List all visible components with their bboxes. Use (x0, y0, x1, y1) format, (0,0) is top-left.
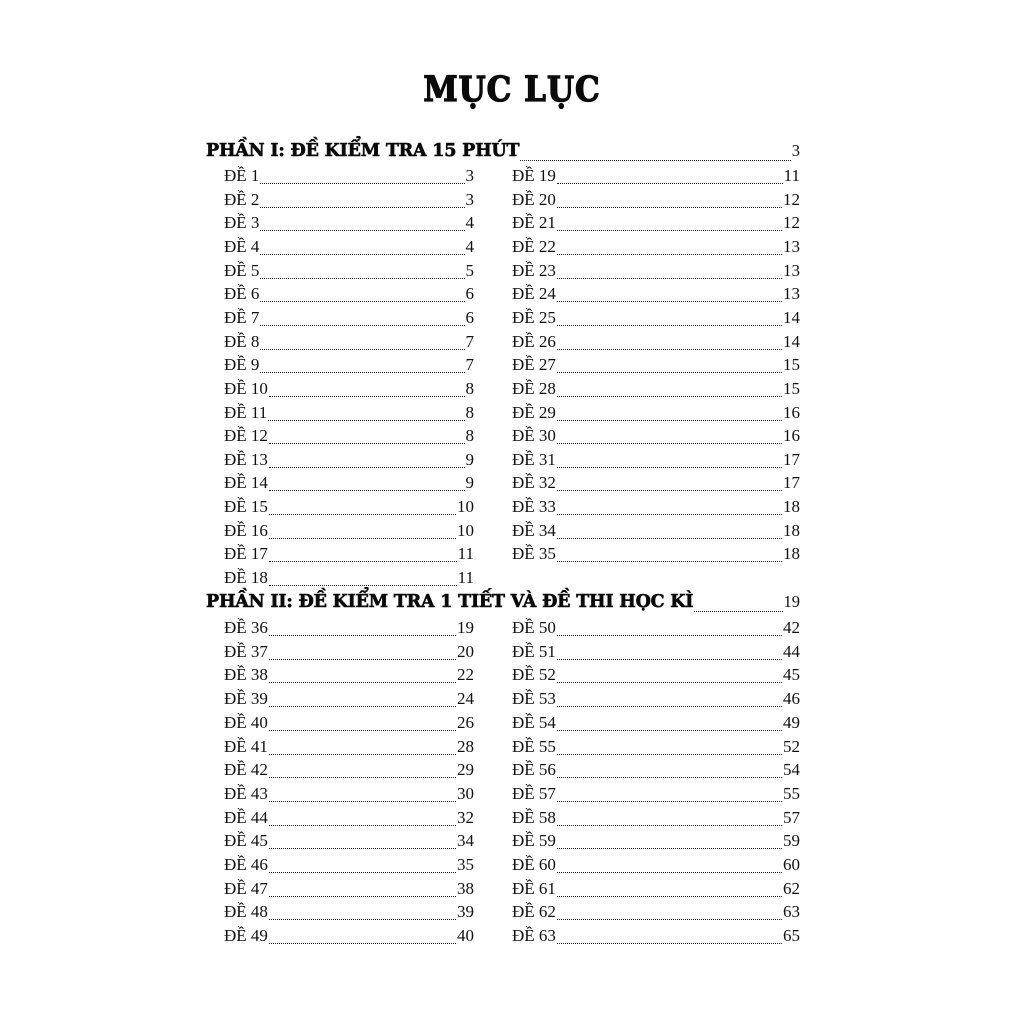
toc-entry[interactable] (512, 190, 800, 212)
toc-entry-page-number: 16 (783, 402, 800, 422)
toc-entry[interactable] (224, 926, 474, 948)
toc-entry-page-number: 8 (465, 402, 474, 422)
dot-leader (269, 658, 456, 660)
toc-entry-label: ĐỀ 35 (512, 544, 556, 564)
toc-entry[interactable] (512, 665, 800, 687)
toc-entry-label: ĐỀ 14 (224, 473, 268, 493)
toc-entry-page-number: 14 (783, 331, 800, 351)
toc-entry-label: ĐỀ 39 (224, 689, 268, 709)
toc-entry[interactable] (224, 831, 474, 853)
dot-leader (557, 348, 782, 350)
toc-entry-page-number: 52 (783, 736, 800, 756)
toc-entry-label: ĐỀ 13 (224, 449, 268, 469)
dot-leader (557, 324, 782, 326)
toc-entry[interactable] (512, 737, 800, 759)
toc-entry-label: ĐỀ 11 (224, 402, 268, 422)
toc-entry[interactable] (512, 450, 800, 472)
dot-leader (557, 371, 782, 373)
toc-entry-page-number: 13 (783, 260, 800, 280)
toc-entry[interactable] (224, 689, 474, 711)
toc-entry-page-number: 38 (457, 878, 474, 898)
dot-leader (269, 942, 456, 944)
dot-leader (557, 634, 782, 636)
toc-entry-label: ĐỀ 30 (512, 426, 556, 446)
toc-entry[interactable] (512, 642, 800, 664)
toc-entry-page-number: 3 (465, 166, 474, 185)
toc-entry-label: ĐỀ 53 (512, 689, 556, 709)
toc-entry-label: ĐỀ 61 (512, 878, 556, 898)
dot-leader (557, 300, 782, 302)
toc-entry-label: ĐỀ 37 (224, 641, 268, 661)
toc-entry[interactable] (224, 213, 474, 235)
toc-entry-page-number: 4 (465, 213, 474, 233)
dot-leader (557, 253, 782, 255)
dot-leader (269, 847, 456, 849)
dot-leader (269, 584, 457, 586)
toc-entry-page-number: 29 (457, 760, 474, 780)
toc-entry[interactable] (512, 713, 800, 735)
dot-leader (557, 729, 782, 731)
toc-entry-label: ĐỀ 44 (224, 807, 268, 827)
toc-entry-label: ĐỀ 16 (224, 520, 268, 540)
toc-entry[interactable] (512, 879, 800, 901)
dot-leader (557, 824, 782, 826)
toc-entry-label: ĐỀ 36 (224, 618, 268, 637)
toc-entry-label: ĐỀ 33 (512, 497, 556, 517)
toc-entry[interactable] (224, 879, 474, 901)
dot-leader (557, 229, 782, 231)
toc-entry-page-number: 55 (783, 783, 800, 803)
toc-entry-label: ĐỀ 12 (224, 426, 268, 446)
toc-entry[interactable] (512, 618, 800, 640)
toc-entry-page-number: 17 (783, 449, 800, 469)
toc-entry-page-number: 7 (465, 331, 474, 351)
toc-entry-page-number: 12 (783, 189, 800, 209)
toc-entry[interactable] (224, 332, 474, 354)
toc-entry[interactable] (512, 403, 800, 425)
toc-entry-label: ĐỀ 60 (512, 855, 556, 874)
dot-leader (557, 658, 782, 660)
toc-entry-label: ĐỀ 22 (512, 236, 556, 256)
part-2-heading[interactable] (206, 592, 800, 616)
toc-entry-label: ĐỀ 19 (512, 166, 556, 185)
toc-entry-page-number: 34 (457, 831, 474, 851)
toc-entry-label: ĐỀ 28 (512, 378, 556, 398)
part-1-page-number: 3 (791, 141, 800, 160)
toc-entry[interactable] (224, 737, 474, 759)
toc-entry-label: ĐỀ 4 (224, 236, 260, 256)
toc-entry[interactable] (224, 568, 474, 590)
dot-leader (557, 277, 782, 279)
dot-leader (557, 489, 782, 491)
toc-entry[interactable] (224, 497, 474, 519)
dot-leader (269, 395, 465, 397)
toc-entry-label: ĐỀ 46 (224, 855, 268, 874)
toc-entry-page-number: 65 (783, 926, 800, 946)
toc-entry[interactable] (224, 237, 474, 259)
toc-entry[interactable] (224, 190, 474, 212)
dot-leader (557, 753, 782, 755)
toc-entry-page-number: 59 (783, 831, 800, 851)
dot-leader (557, 776, 782, 778)
toc-entry-page-number: 42 (783, 618, 800, 637)
toc-entry[interactable] (224, 284, 474, 306)
dot-leader (260, 206, 464, 208)
toc-entry[interactable] (224, 713, 474, 735)
toc-entry-label: ĐỀ 25 (512, 307, 556, 327)
toc-entry-label: ĐỀ 20 (512, 189, 556, 209)
toc-entry[interactable] (224, 355, 474, 377)
toc-entry[interactable] (224, 855, 474, 877)
toc-entry[interactable] (224, 521, 474, 543)
toc-entry-label: ĐỀ 31 (512, 449, 556, 469)
toc-entry-page-number: 3 (465, 189, 474, 209)
toc-entry-label: ĐỀ 54 (512, 712, 556, 732)
toc-entry-label: ĐỀ 51 (512, 641, 556, 661)
toc-entry-page-number: 54 (783, 760, 800, 780)
toc-entry-label: ĐỀ 63 (512, 926, 556, 946)
dot-leader (269, 634, 456, 636)
toc-entry[interactable] (512, 544, 800, 566)
dot-leader (269, 918, 456, 920)
toc-entry-label: ĐỀ 45 (224, 831, 268, 851)
toc-entry-label: ĐỀ 18 (224, 568, 268, 588)
toc-entry-label: ĐỀ 15 (224, 497, 268, 517)
toc-entry-page-number: 19 (457, 618, 474, 637)
dot-leader (557, 871, 782, 873)
toc-entry-page-number: 11 (457, 544, 474, 564)
toc-entry-label: ĐỀ 40 (224, 712, 268, 732)
toc-entry-label: ĐỀ 17 (224, 544, 268, 564)
dot-leader (557, 537, 782, 539)
toc-entry-page-number: 18 (783, 544, 800, 564)
toc-entry-label: ĐỀ 27 (512, 355, 556, 375)
toc-entry-page-number: 35 (457, 855, 474, 874)
part-1-heading-label: PHẦN I: ĐỀ KIỂM TRA 15 PHÚT (206, 141, 520, 161)
toc-entry-label: ĐỀ 29 (512, 402, 556, 422)
dot-leader (557, 681, 782, 683)
toc-entry-page-number: 14 (783, 307, 800, 327)
toc-entry[interactable] (512, 308, 800, 330)
dot-leader (260, 348, 464, 350)
toc-entry-page-number: 17 (783, 473, 800, 493)
toc-entry-page-number: 57 (783, 807, 800, 827)
toc-entry-label: ĐỀ 57 (512, 783, 556, 803)
toc-entry[interactable] (512, 332, 800, 354)
dot-leader (557, 918, 782, 920)
toc-entry-page-number: 13 (783, 284, 800, 304)
dot-leader (269, 895, 456, 897)
dot-leader (269, 705, 456, 707)
toc-entry-page-number: 26 (457, 712, 474, 732)
dot-leader (268, 419, 464, 421)
toc-entry-label: ĐỀ 9 (224, 355, 260, 375)
toc-entry[interactable] (512, 689, 800, 711)
dot-leader (557, 182, 783, 184)
dot-leader (557, 466, 782, 468)
toc-entry-label: ĐỀ 47 (224, 878, 268, 898)
toc-entry[interactable] (512, 784, 800, 806)
dot-leader (260, 182, 464, 184)
toc-entry-page-number: 63 (783, 902, 800, 922)
toc-entry-page-number: 7 (465, 355, 474, 375)
dot-leader (557, 560, 782, 562)
toc-entry-page-number: 40 (457, 926, 474, 946)
toc-entry[interactable] (224, 379, 474, 401)
dot-leader (557, 442, 782, 444)
dot-leader (260, 324, 464, 326)
toc-entry-label: ĐỀ 1 (224, 166, 260, 185)
toc-entry-page-number: 15 (783, 355, 800, 375)
toc-entry-page-number: 44 (783, 641, 800, 661)
dot-leader (260, 253, 464, 255)
dot-leader (557, 395, 782, 397)
toc-entry-page-number: 15 (783, 378, 800, 398)
toc-entry-label: ĐỀ 50 (512, 618, 556, 637)
part-2-heading-label: PHẦN II: ĐỀ KIỂM TRA 1 TIẾT VÀ ĐỀ THI HỌC KÌ (206, 592, 694, 612)
dot-leader (260, 229, 464, 231)
toc-entry[interactable] (512, 261, 800, 283)
dot-leader (269, 871, 456, 873)
toc-entry[interactable] (512, 426, 800, 448)
toc-entry[interactable] (512, 855, 800, 877)
toc-entry-page-number: 13 (783, 236, 800, 256)
toc-entry-label: ĐỀ 55 (512, 736, 556, 756)
toc-entry[interactable] (224, 308, 474, 330)
toc-entry-label: ĐỀ 26 (512, 331, 556, 351)
dot-leader (557, 847, 782, 849)
toc-entry-page-number: 4 (465, 236, 474, 256)
toc-entry[interactable] (512, 521, 800, 543)
toc-entry-label: ĐỀ 41 (224, 736, 268, 756)
dot-leader (269, 466, 465, 468)
toc-entry-label: ĐỀ 5 (224, 260, 260, 280)
part-2-page-number: 19 (783, 592, 800, 611)
toc-entry[interactable] (512, 237, 800, 259)
toc-entry[interactable] (224, 784, 474, 806)
dot-leader (269, 681, 456, 683)
toc-entry-page-number: 16 (783, 426, 800, 446)
toc-entry-label: ĐỀ 62 (512, 902, 556, 922)
toc-entry-page-number: 30 (457, 783, 474, 803)
toc-entry[interactable] (224, 544, 474, 566)
dot-leader (269, 489, 465, 491)
toc-entry[interactable] (512, 497, 800, 519)
dot-leader (269, 729, 456, 731)
toc-entry-page-number: 62 (783, 878, 800, 898)
toc-entry-label: ĐỀ 23 (512, 260, 556, 280)
toc-entry-label: ĐỀ 2 (224, 189, 260, 209)
toc-entry[interactable] (512, 808, 800, 830)
dot-leader (269, 513, 456, 515)
toc-entry[interactable] (224, 473, 474, 495)
dot-leader (269, 442, 465, 444)
toc-entry-label: ĐỀ 43 (224, 783, 268, 803)
dot-leader (269, 800, 456, 802)
toc-entry-label: ĐỀ 42 (224, 760, 268, 780)
toc-entry-label: ĐỀ 24 (512, 284, 556, 304)
toc-entry[interactable] (224, 261, 474, 283)
toc-entry-page-number: 24 (457, 689, 474, 709)
toc-entry-label: ĐỀ 3 (224, 213, 260, 233)
dot-leader (260, 277, 464, 279)
toc-entry[interactable] (512, 355, 800, 377)
toc-entry-page-number: 39 (457, 902, 474, 922)
toc-entry[interactable] (224, 760, 474, 782)
toc-entry-page-number: 6 (465, 284, 474, 304)
toc-entry-page-number: 18 (783, 520, 800, 540)
toc-entry[interactable] (512, 213, 800, 235)
toc-entry-label: ĐỀ 49 (224, 926, 268, 946)
toc-entry-label: ĐỀ 59 (512, 831, 556, 851)
toc-entry[interactable] (224, 808, 474, 830)
toc-entry[interactable] (224, 642, 474, 664)
toc-entry-label: ĐỀ 56 (512, 760, 556, 780)
toc-entry-page-number: 5 (465, 260, 474, 280)
toc-entry[interactable] (224, 902, 474, 924)
part-1-heading[interactable] (206, 141, 800, 165)
dot-leader (269, 824, 456, 826)
dot-leader (520, 159, 790, 161)
toc-entry[interactable] (224, 618, 474, 640)
page-title: MỤC LỤC (423, 69, 601, 111)
toc-entry[interactable] (512, 760, 800, 782)
toc-entry-page-number: 8 (465, 378, 474, 398)
toc-entry-page-number: 11 (457, 568, 474, 588)
toc-entry[interactable] (512, 379, 800, 401)
toc-entry-page-number: 60 (783, 855, 800, 874)
toc-entry-label: ĐỀ 38 (224, 665, 268, 685)
dot-leader (557, 800, 782, 802)
toc-entry-label: ĐỀ 32 (512, 473, 556, 493)
toc-entry-label: ĐỀ 6 (224, 284, 260, 304)
toc-entry-page-number: 6 (465, 307, 474, 327)
toc-entry-page-number: 45 (783, 665, 800, 685)
toc-entry-label: ĐỀ 52 (512, 665, 556, 685)
dot-leader (557, 419, 782, 421)
dot-leader (557, 942, 782, 944)
dot-leader (557, 206, 782, 208)
toc-entry[interactable] (512, 926, 800, 948)
toc-entry-page-number: 46 (783, 689, 800, 709)
toc-entry-label: ĐỀ 10 (224, 378, 268, 398)
dot-leader (260, 300, 464, 302)
toc-entry-page-number: 9 (465, 473, 474, 493)
dot-leader (557, 513, 782, 515)
dot-leader (269, 776, 456, 778)
toc-entry-page-number: 8 (465, 426, 474, 446)
toc-entry-page-number: 32 (457, 807, 474, 827)
toc-entry-page-number: 20 (457, 641, 474, 661)
toc-entry-page-number: 9 (465, 449, 474, 469)
dot-leader (260, 371, 464, 373)
toc-entry-page-number: 18 (783, 497, 800, 517)
toc-entry[interactable] (224, 450, 474, 472)
dot-leader (269, 753, 456, 755)
toc-entry-label: ĐỀ 8 (224, 331, 260, 351)
toc-entry-page-number: 10 (457, 497, 474, 517)
dot-leader (694, 610, 782, 612)
toc-entry-page-number: 22 (457, 665, 474, 685)
toc-entry-label: ĐỀ 58 (512, 807, 556, 827)
dot-leader (269, 537, 456, 539)
toc-entry[interactable] (512, 284, 800, 306)
toc-entry-label: ĐỀ 34 (512, 520, 556, 540)
toc-entry[interactable] (512, 166, 800, 188)
toc-entry-page-number: 12 (783, 213, 800, 233)
toc-entry[interactable] (512, 831, 800, 853)
toc-entry-page-number: 10 (457, 520, 474, 540)
toc-entry[interactable] (224, 403, 474, 425)
toc-entry-page-number: 28 (457, 736, 474, 756)
dot-leader (557, 705, 782, 707)
toc-entry-page-number: 49 (783, 712, 800, 732)
dot-leader (557, 895, 782, 897)
toc-entry-label: ĐỀ 7 (224, 307, 260, 327)
toc-entry[interactable] (512, 902, 800, 924)
toc-entry-page-number: 11 (783, 166, 800, 185)
toc-entry-label: ĐỀ 48 (224, 902, 268, 922)
toc-entry[interactable] (224, 166, 474, 188)
toc-entry[interactable] (224, 665, 474, 687)
toc-entry[interactable] (512, 473, 800, 495)
toc-entry[interactable] (224, 426, 474, 448)
toc-entry-label: ĐỀ 21 (512, 213, 556, 233)
dot-leader (269, 560, 457, 562)
